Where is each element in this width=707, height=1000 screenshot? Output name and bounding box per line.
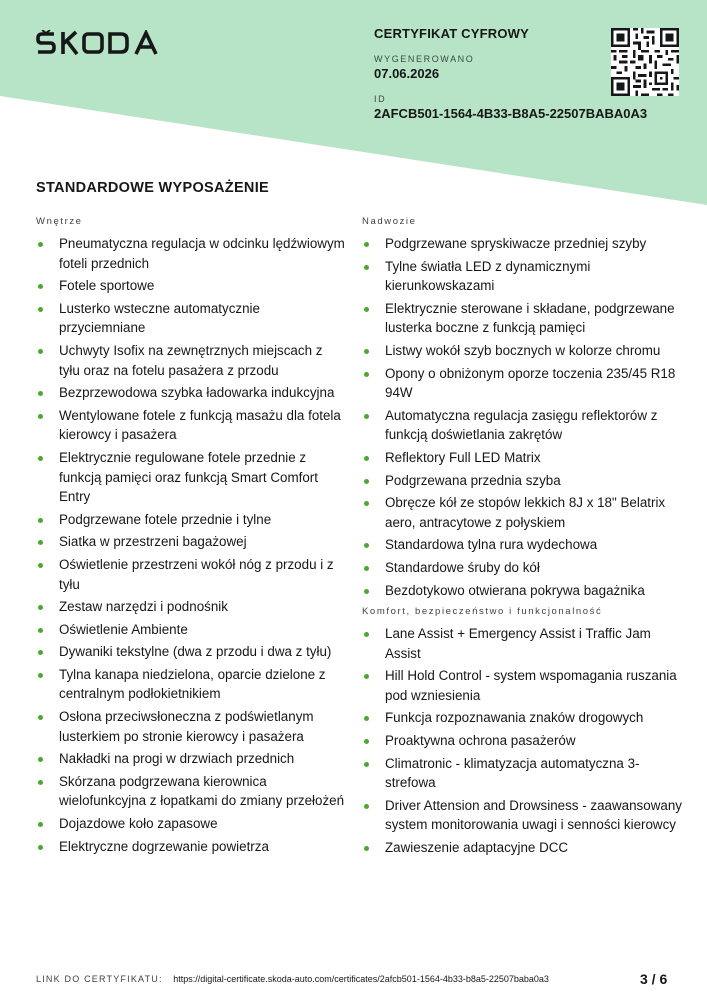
list-item bbox=[36, 383, 346, 403]
list-item-text: Dywaniki tekstylne (dwa z przodu i dwa z tyłu) bbox=[59, 644, 332, 660]
list-item bbox=[362, 493, 682, 532]
bullet-icon bbox=[38, 757, 43, 762]
list-item-text: Podgrzewane spryskiwacze przedniej szyby bbox=[385, 236, 647, 251]
list-item bbox=[362, 558, 682, 578]
comfort-list bbox=[362, 624, 682, 858]
list-item-text: Reflektory Full LED Matrix bbox=[385, 449, 541, 465]
bullet-icon bbox=[364, 632, 369, 637]
list-item-text: Fotele sportowe bbox=[59, 278, 155, 294]
group-label-comfort: Komfort, bezpieczeństwo i funkcjonalność bbox=[362, 606, 603, 618]
list-item bbox=[36, 837, 346, 857]
section-title: STANDARDOWE WYPOSAŻENIE bbox=[36, 180, 269, 196]
list-item-text: Lane Assist + Emergency Assist i Traffic Jam Assist bbox=[385, 626, 651, 661]
bullet-icon bbox=[38, 673, 43, 678]
bullet-icon bbox=[38, 650, 43, 655]
bullet-icon bbox=[364, 414, 369, 419]
list-item bbox=[362, 731, 682, 751]
list-item-text: Bezdotykowo otwierana pokrywa bagażnika bbox=[385, 582, 645, 598]
list-item-text: Automatyczna regulacja zasięgu reflektorów z funkcją doświetlania zakrętów bbox=[385, 407, 658, 443]
list-item bbox=[36, 665, 346, 704]
list-item-text: Opony o obniżonym oporze toczenia 235/45 R18 94W bbox=[385, 365, 676, 401]
bullet-icon bbox=[364, 762, 369, 767]
bullet-icon bbox=[364, 479, 369, 484]
list-item-text: Elektrycznie sterowane i składane, podgrzewane lusterka boczne z funkcją pamięci bbox=[385, 300, 675, 336]
bullet-icon bbox=[364, 543, 369, 548]
list-item bbox=[36, 234, 346, 273]
list-item bbox=[362, 406, 682, 445]
list-item bbox=[36, 749, 346, 769]
list-item bbox=[362, 535, 682, 555]
bullet-icon bbox=[38, 780, 43, 785]
list-item bbox=[36, 532, 346, 552]
bullet-icon bbox=[38, 518, 43, 523]
list-item bbox=[362, 448, 682, 468]
bullet-icon bbox=[38, 307, 43, 312]
list-item-text: Nakładki na progi w drzwiach przednich bbox=[59, 751, 295, 767]
generated-label: WYGENEROWANO bbox=[374, 54, 475, 64]
bullet-icon bbox=[364, 674, 369, 679]
list-item-text: Podgrzewane fotele przednie i tylne bbox=[59, 511, 272, 527]
interior-column bbox=[36, 216, 346, 859]
list-item-text: Driver Attension and Drowsiness - zaawansowany system monitorowania uwagi i senności kierowcy bbox=[385, 797, 682, 833]
list-item bbox=[36, 299, 346, 338]
bullet-icon bbox=[364, 846, 369, 851]
list-item-text: Elektryczne dogrzewanie powietrza bbox=[59, 838, 269, 854]
group-label-exterior: Nadwozie bbox=[362, 216, 417, 227]
bullet-icon bbox=[38, 349, 43, 354]
list-item-text: Standardowe śruby do kół bbox=[385, 559, 540, 575]
exterior-comfort-column bbox=[362, 216, 682, 861]
list-item bbox=[36, 555, 346, 594]
bullet-icon bbox=[364, 589, 369, 594]
bullet-icon bbox=[38, 845, 43, 850]
bullet-icon bbox=[38, 605, 43, 610]
list-item bbox=[362, 364, 682, 403]
list-item bbox=[36, 510, 346, 530]
list-item-text: Obręcze kół ze stopów lekkich 8J x 18" Belatrix aero, antracytowe z połyskiem bbox=[385, 495, 666, 530]
list-item bbox=[362, 257, 682, 296]
bullet-icon bbox=[38, 284, 43, 289]
footer-link-row bbox=[36, 974, 549, 984]
bullet-icon bbox=[364, 349, 369, 354]
list-item-text: Lusterko wsteczne automatycznie przyciemniane bbox=[59, 300, 260, 336]
list-item-text: Tylne światła LED z dynamicznymi kierunkowskazami bbox=[385, 258, 591, 294]
exterior-list bbox=[362, 234, 682, 600]
list-item-text: Funkcja rozpoznawania znaków drogowych bbox=[385, 710, 644, 726]
list-item bbox=[36, 448, 346, 507]
list-item-text: Standardowa tylna rura wydechowa bbox=[385, 537, 598, 553]
bullet-icon bbox=[364, 456, 369, 461]
list-item bbox=[362, 581, 682, 601]
list-item-text: Pneumatyczna regulacja w odcinku lędźwiowym foteli przednich bbox=[59, 236, 345, 271]
list-item-text: Hill Hold Control - system wspomagania ruszania pod wzniesienia bbox=[385, 668, 677, 703]
bullet-icon bbox=[38, 456, 43, 461]
list-item bbox=[36, 341, 346, 380]
list-item bbox=[36, 597, 346, 617]
list-item-text: Zestaw narzędzi i podnośnik bbox=[59, 599, 228, 615]
list-item bbox=[36, 276, 346, 296]
skoda-logo bbox=[36, 30, 166, 56]
list-item bbox=[36, 642, 346, 662]
list-item-text: Climatronic - klimatyzacja automatyczna 3-strefowa bbox=[385, 755, 640, 791]
footer-link-label: LINK DO CERTYFIKATU: bbox=[36, 974, 163, 984]
id-value: 2AFCB501-1564-4B33-B8A5-22507BABA0A3 bbox=[374, 106, 648, 121]
list-item bbox=[362, 754, 682, 793]
bullet-icon bbox=[38, 563, 43, 568]
qr-code-icon[interactable] bbox=[611, 28, 679, 96]
bullet-icon bbox=[364, 739, 369, 744]
list-item-text: Bezprzewodowa szybka ładowarka indukcyjna bbox=[59, 385, 335, 401]
list-item-text: Zawieszenie adaptacyjne DCC bbox=[385, 840, 569, 856]
list-item-text: Podgrzewana przednia szyba bbox=[385, 472, 561, 488]
bullet-icon bbox=[364, 265, 369, 270]
bullet-icon bbox=[364, 804, 369, 809]
list-item-text: Skórzana podgrzewana kierownica wielofunkcyjna z łopatkami do zmiany przełożeń bbox=[59, 773, 345, 809]
list-item bbox=[362, 234, 682, 254]
list-item bbox=[362, 341, 682, 361]
bullet-icon bbox=[38, 822, 43, 827]
bullet-icon bbox=[38, 715, 43, 720]
list-item-text: Proaktywna ochrona pasażerów bbox=[385, 733, 576, 749]
list-item bbox=[362, 666, 682, 705]
list-item bbox=[36, 772, 346, 811]
list-item bbox=[362, 299, 682, 338]
generated-date: 07.06.2026 bbox=[374, 66, 440, 81]
list-item-text: Elektrycznie regulowane fotele przednie z funkcją pamięci oraz funkcją Smart Comfort Entry bbox=[59, 449, 318, 505]
list-item bbox=[362, 796, 682, 835]
bullet-icon bbox=[364, 307, 369, 312]
bullet-icon bbox=[364, 501, 369, 506]
list-item-text: Listwy wokół szyb bocznych w kolorze chromu bbox=[385, 342, 661, 358]
group-label-interior: Wnętrze bbox=[36, 216, 83, 227]
bullet-icon bbox=[38, 391, 43, 396]
list-item bbox=[362, 838, 682, 858]
list-item-text: Wentylowane fotele z funkcją masażu dla fotela kierowcy i pasażera bbox=[59, 407, 341, 443]
id-label: ID bbox=[374, 94, 387, 104]
list-item bbox=[362, 624, 682, 663]
list-item bbox=[362, 708, 682, 728]
list-item-text: Siatka w przestrzeni bagażowej bbox=[59, 534, 247, 550]
list-item-text: Tylna kanapa niedzielona, oparcie dzielone z centralnym podłokietnikiem bbox=[59, 666, 326, 702]
list-item-text: Dojazdowe koło zapasowe bbox=[59, 816, 218, 832]
bullet-icon bbox=[38, 628, 43, 633]
certificate-title: CERTYFIKAT CYFROWY bbox=[374, 26, 530, 41]
bullet-icon bbox=[38, 540, 43, 545]
bullet-icon bbox=[38, 414, 43, 419]
list-item bbox=[36, 707, 346, 746]
bullet-icon bbox=[364, 372, 369, 377]
list-item bbox=[36, 814, 346, 834]
page-number: 3 / 6 bbox=[640, 971, 668, 987]
certificate-link[interactable]: https://digital-certificate.skoda-auto.com/certificates/2afcb501-1564-4b33-b8a5-22507baba0a3 bbox=[173, 974, 549, 984]
list-item-text: Oświetlenie Ambiente bbox=[59, 621, 188, 637]
interior-list bbox=[36, 234, 346, 856]
list-item bbox=[362, 471, 682, 491]
bullet-icon bbox=[364, 716, 369, 721]
list-item bbox=[36, 406, 346, 445]
list-item bbox=[36, 620, 346, 640]
list-item-text: Oświetlenie przestrzeni wokół nóg z przodu i z tyłu bbox=[59, 556, 334, 592]
bullet-icon bbox=[364, 242, 369, 247]
bullet-icon bbox=[364, 566, 369, 571]
list-item-text: Osłona przeciwsłoneczna z podświetlanym lusterkiem po stronie kierowcy i pasażera bbox=[59, 709, 314, 744]
bullet-icon bbox=[38, 242, 43, 247]
list-item-text: Uchwyty Isofix na zewnętrznych miejscach z tyłu oraz na fotelu pasażera z przodu bbox=[59, 342, 323, 378]
